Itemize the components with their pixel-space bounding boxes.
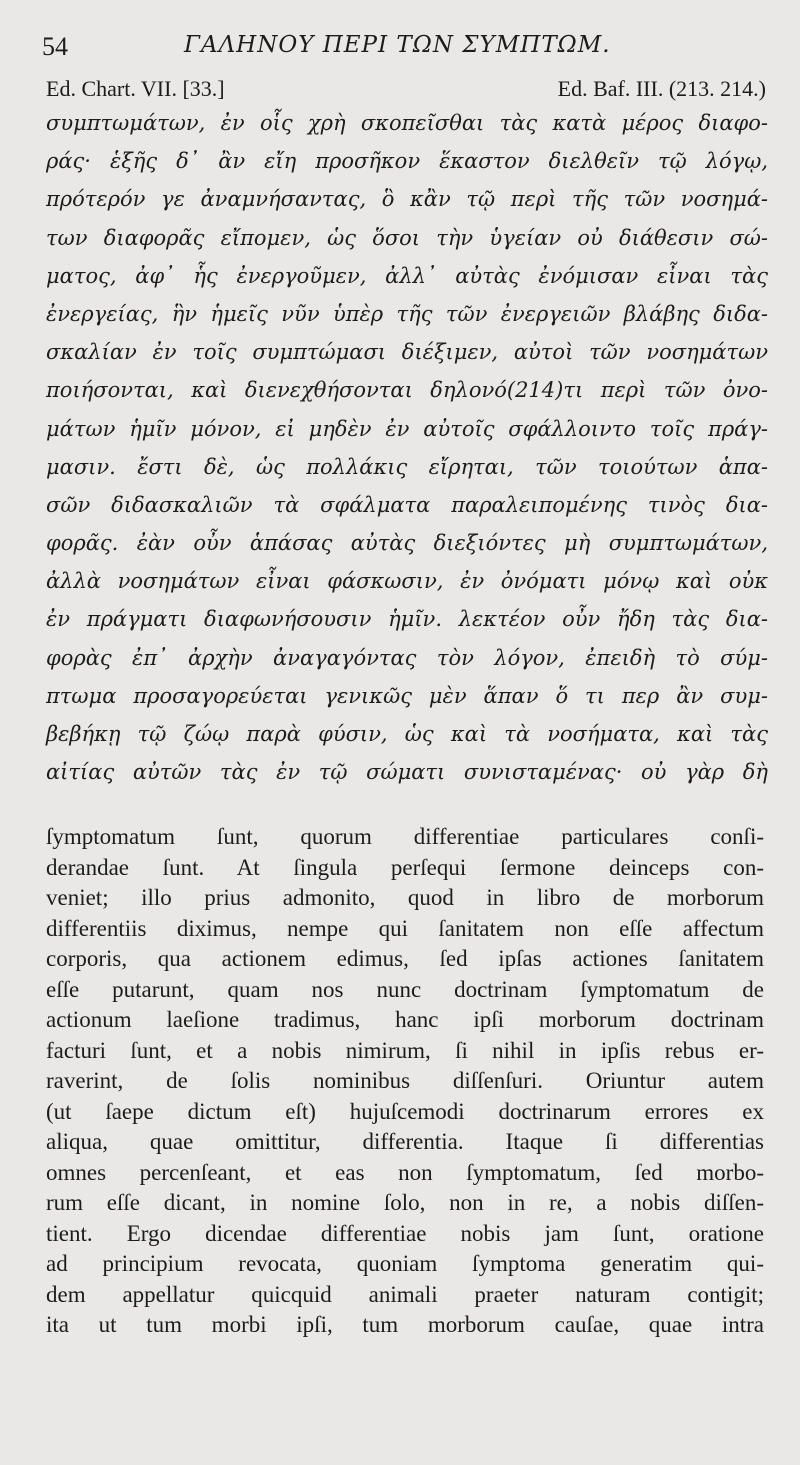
latin-line: tient. Ergo dicendae differentiae nobis jam ſunt, oratione xyxy=(46,1220,764,1246)
page-number: 54 xyxy=(42,32,68,61)
greek-line: ἐνεργείας, ἣν ἡμεῖς νῦν ὑπὲρ τῆς τῶν ἐνεργειῶν βλάβης διδα- xyxy=(46,301,768,326)
greek-line: μάτων ἡμῖν μόνον, εἰ μηδὲν ἐν αὐτοῖς σφάλλοιντο τοῖς πράγ- xyxy=(46,416,768,441)
latin-line: raverint, de ſolis nominibus diſſenſuri. Oriuntur autem xyxy=(46,1068,764,1093)
latin-line: derandae ſunt. At ſingula perſequi ſermone deinceps con- xyxy=(46,854,764,880)
greek-line: ἐν πράγματι διαφωνήσουσιν ἡμῖν. λεκτέον οὖν ἤδη τὰς δια- xyxy=(46,607,768,632)
latin-line: ita ut tum morbi ipſi, tum morborum cauſae, quae intra xyxy=(46,1312,764,1337)
greek-line: φορᾶς. ἐὰν οὖν ἁπάσας αὐτὰς διεξιόντες μὴ συμπτωμάτων, xyxy=(46,531,768,556)
edition-chartier: Ed. Chart. VII. [33.] xyxy=(46,76,225,101)
latin-line: aliqua, quae omittitur, differentia. Itaque ſi differentias xyxy=(46,1129,764,1154)
greek-line: ποιήσονται, καὶ διενεχθήσονται δηλονό(214)τι περὶ τῶν ὀνο- xyxy=(46,378,768,403)
latin-line: differentiis diximus, nempe qui ſanitatem non eſſe affectum xyxy=(46,915,764,941)
latin-line: omnes percenſeant, et eas non ſymptomatum, ſed morbo- xyxy=(46,1159,764,1185)
running-title: ΓΑΛΗΝΟΥ ΠΕΡΙ ΤΩΝ ΣΥΜΠΤΩΜ. xyxy=(184,32,611,58)
greek-line: αἰτίας αὐτῶν τὰς ἐν τῷ σώματι συνισταμένας· οὐ γὰρ δὴ xyxy=(46,760,768,785)
edition-references xyxy=(46,76,766,106)
latin-line: actionum laeſione tradimus, hanc ipſi morborum doctrinam xyxy=(46,1007,764,1032)
greek-line: βεβήκῃ τῷ ζώῳ παρὰ φύσιν, ὡς καὶ τὰ νοσήματα, καὶ τὰς xyxy=(46,722,768,746)
greek-line: πτωμα προσαγορεύεται γενικῶς μὲν ἅπαν ὅ τι περ ἂν συμ- xyxy=(46,683,768,708)
greek-line: ράς· ἑξῆς δ᾽ ἂν εἴη προσῆκον ἕκαστον διελθεῖν τῷ λόγῳ, xyxy=(46,149,768,174)
latin-line: facturi ſunt, et a nobis nimirum, ſi nihil in ipſis rebus er- xyxy=(46,1037,764,1063)
greek-line: των διαφορᾶς εἴπομεν, ὡς ὅσοι τὴν ὑγείαν οὐ διάθεσιν σώ- xyxy=(46,225,768,250)
edition-basel: Ed. Baf. III. (213. 214.) xyxy=(557,76,766,101)
page-header xyxy=(42,30,762,66)
latin-line: ad principium revocata, quoniam ſymptoma generatim qui- xyxy=(46,1251,764,1276)
latin-line: dem appellatur quicquid animali praeter naturam contigit; xyxy=(46,1281,764,1307)
greek-line: ματος, ἀφ᾽ ἧς ἐνεργοῦμεν, ἀλλ᾽ αὐτὰς ἐνόμισαν εἶναι τὰς xyxy=(46,263,768,288)
greek-line: φορὰς ἐπ᾽ ἀρχὴν ἀναγαγόντας τὸν λόγον, ἐπειδὴ τὸ σύμ- xyxy=(46,645,768,670)
greek-text-block xyxy=(46,104,768,791)
latin-line: (ut ſaepe dictum eſt) hujuſcemodi doctrinarum errores ex xyxy=(46,1098,764,1124)
greek-line: πρότερόν γε ἀναμνήσαντας, ὃ κἂν τῷ περὶ τῆς τῶν νοσημά- xyxy=(46,187,768,212)
greek-line: σῶν διδασκαλιῶν τὰ σφάλματα παραλειπομένης τινὸς δια- xyxy=(46,492,768,517)
latin-line: rum eſſe dicant, in nomine ſolo, non in re, a nobis diſſen- xyxy=(46,1190,764,1215)
latin-text-block xyxy=(46,822,764,1341)
greek-line: σκαλίαν ἐν τοῖς συμπτώμασι διέξιμεν, αὐτοὶ τῶν νοσημάτων xyxy=(46,340,768,365)
greek-line: συμπτωμάτων, ἐν οἷς χρὴ σκοπεῖσθαι τὰς κατὰ μέρος διαφο- xyxy=(46,111,768,135)
greek-line: ἀλλὰ νοσημάτων εἶναι φάσκωσιν, ἐν ὀνόματι μόνῳ καὶ οὐκ xyxy=(46,569,768,594)
greek-line: μασιν. ἔστι δὲ, ὡς πολλάκις εἴρηται, τῶν τοιούτων ἁπα- xyxy=(46,454,768,479)
latin-line: veniet; illo prius admonito, quod in libro de morborum xyxy=(46,885,764,910)
latin-line: corporis, qua actionem edimus, ſed ipſas actiones ſanitatem xyxy=(46,946,764,971)
latin-line: eſſe putarunt, quam nos nunc doctrinam ſymptomatum de xyxy=(46,976,764,1002)
latin-line: ſymptomatum ſunt, quorum differentiae particulares conſi- xyxy=(46,824,764,849)
